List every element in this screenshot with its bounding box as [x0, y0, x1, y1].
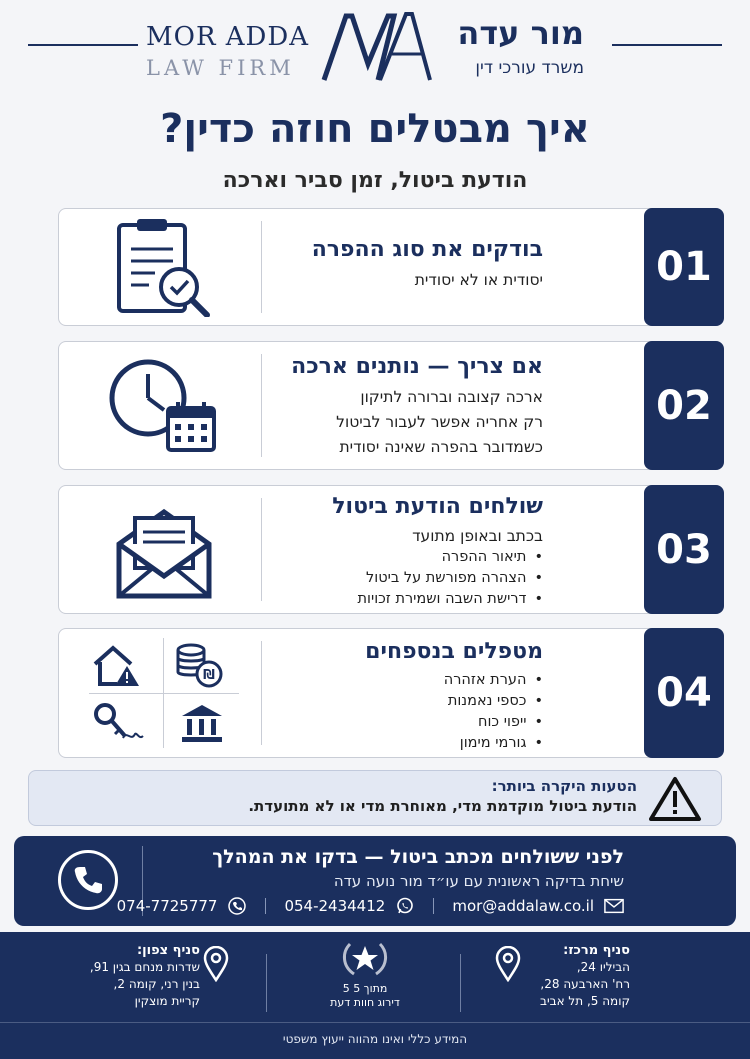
svg-text:₪: ₪: [203, 668, 215, 683]
branch-title: סניף מרכז:: [563, 943, 630, 958]
step-card-body: [58, 628, 668, 758]
warning-text: [77, 777, 637, 815]
step-bullet-list: [163, 547, 543, 610]
disclaimer: המידע כללי ואינו מהווה ייעוץ משפטי: [282, 1032, 468, 1046]
branch-line: רח' הארבעה 28,: [540, 977, 630, 991]
logo-name-en: MOR ADDA: [146, 22, 310, 52]
logo-monogram-icon: [318, 8, 434, 84]
whatsapp-number-link[interactable]: 054-2434412: [284, 897, 386, 915]
step-card-04: [58, 628, 724, 758]
branch-title: סניף צפון:: [136, 943, 200, 958]
step-heading: שולחים הודעת ביטול: [332, 494, 543, 519]
warning-triangle-icon: [647, 775, 703, 823]
step-card-body: [58, 341, 668, 470]
cta-heading: לפני ששולחים מכתב ביטול — בדקו את המהלך: [212, 846, 624, 868]
footer-divider: [460, 954, 461, 1012]
step-card-02: [58, 341, 724, 470]
list-item: • תיאור ההפרה: [163, 547, 543, 568]
step-number: 01: [644, 208, 724, 326]
branch-line: שדרות מנחם בגין 91,: [89, 960, 200, 974]
step-card-03: [58, 485, 724, 614]
list-item: • כספי נאמנות: [163, 691, 543, 712]
step-text: [163, 237, 543, 293]
step-bullet-list: [163, 670, 543, 754]
step-text: [163, 494, 543, 610]
key-signature-icon: [93, 702, 145, 748]
house-warning-icon: [91, 642, 141, 692]
list-item: • דרישת השבה ושמירת זכויות: [163, 589, 543, 610]
email-icon: [604, 896, 624, 916]
step-text: [163, 639, 543, 754]
footer-divider: [266, 954, 267, 1012]
rating-badge: [305, 938, 425, 1010]
page-subtitle: הודעת ביטול, זמן סביר וארכה: [222, 168, 528, 193]
step-heading: בודקים את סוג ההפרה: [311, 237, 543, 262]
phone-number-link[interactable]: 074-7725777: [116, 897, 218, 915]
page-title: איך מבטלים חוזה כדין?: [160, 106, 590, 152]
branch-line: קריית מוצקין: [134, 994, 200, 1008]
list-item: • הערת אזהרה: [163, 670, 543, 691]
step-card-01: [58, 208, 724, 326]
contact-links: [117, 896, 624, 916]
branch-line: בנין רני, קומה 2,: [113, 977, 200, 991]
step-line: יסודית או לא יסודית: [414, 271, 543, 289]
step-number: 02: [644, 341, 724, 470]
branch-line: קומה 5, תל אביב: [540, 994, 630, 1008]
whatsapp-icon: [395, 896, 415, 916]
header: [0, 0, 750, 96]
step-card-body: [58, 208, 668, 326]
logo-subtitle-en: LAW FIRM: [146, 56, 295, 80]
step-line: רק אחריה אפשר לעבור לביטול: [336, 413, 543, 431]
list-item: • ייפוי כוח: [163, 712, 543, 733]
rating-label: דירוג חוות דעת: [330, 996, 400, 1009]
location-pin-icon: [494, 946, 522, 982]
step-number: 03: [644, 485, 724, 614]
warning-title: הטעות היקרה ביותר:: [491, 777, 637, 795]
logo-subtitle-he: משרד עורכי דין: [475, 58, 584, 78]
list-item: • גורמי מימון: [163, 733, 543, 754]
step-line: ארכה קצובה וברורה לתיקון: [360, 388, 543, 406]
warning-box: [28, 770, 722, 826]
list-item: • הצהרה מפורשת על ביטול: [163, 568, 543, 589]
footer: [0, 932, 750, 1059]
location-pin-icon: [202, 946, 230, 982]
step-card-body: [58, 485, 668, 614]
center-branch: [540, 942, 630, 1010]
header-divider-right: [612, 44, 722, 46]
step-heading: מטפלים בנספחים: [365, 639, 543, 664]
north-branch: [84, 942, 200, 1010]
rating-score: 5 מתוך 5: [342, 982, 388, 995]
header-divider-left: [28, 44, 138, 46]
warning-message: הודעת ביטול מוקדמת מדי, מאוחרת מדי או לא מתועדת.: [248, 797, 637, 815]
email-link[interactable]: mor@addalaw.co.il: [452, 897, 594, 915]
step-number: 04: [644, 628, 724, 758]
logo-name-he: מור עדה: [457, 14, 584, 52]
contact-banner: [14, 836, 736, 926]
step-heading: אם צריך — נותנים ארכה: [291, 354, 543, 379]
laurel-star-icon: [338, 938, 392, 978]
phone-small-icon: [227, 896, 247, 916]
footer-rule: [0, 1022, 750, 1023]
step-text: [163, 354, 543, 460]
phone-icon[interactable]: [58, 850, 118, 910]
cta-subtext: שיחת בדיקה ראשונית עם עו״ד מור נועה עדה: [333, 872, 624, 890]
step-line: בכתב ובאופן מתועד: [412, 527, 543, 545]
step-line: כשמדובר בהפרה שאינה יסודית: [339, 438, 543, 456]
branch-line: הביליו 24,: [576, 960, 630, 974]
